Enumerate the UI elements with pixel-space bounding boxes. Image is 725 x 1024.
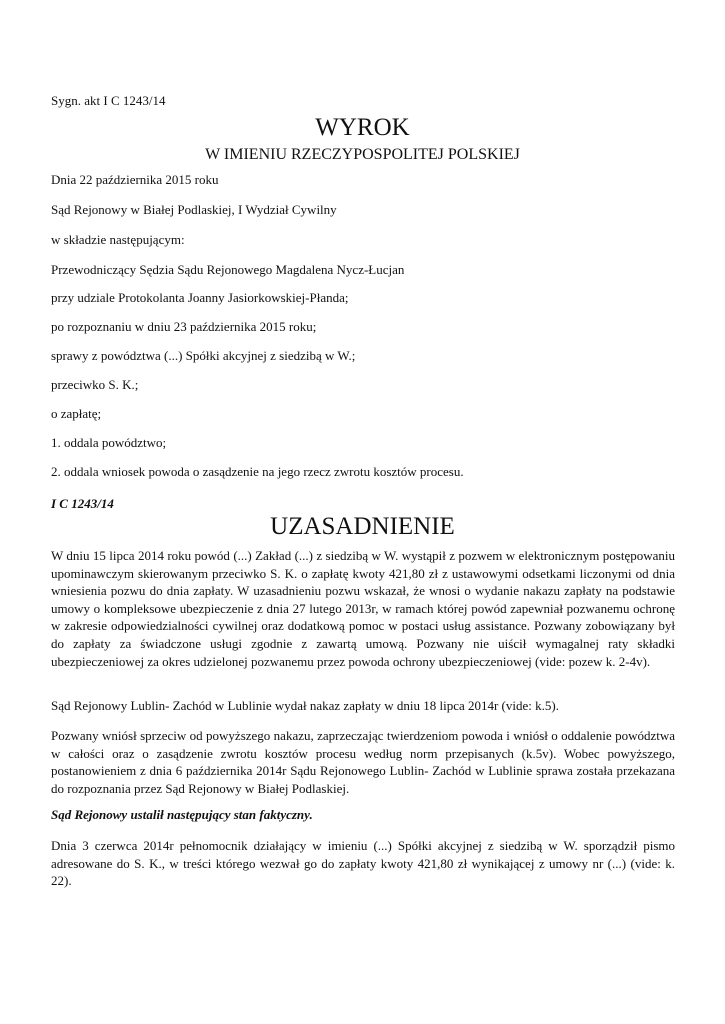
- presiding-judge: Przewodniczący Sędzia Sądu Rejonowego Magdalena Nycz-Łucjan: [51, 262, 405, 277]
- case-subject: o zapłatę;: [51, 406, 102, 421]
- judgment-date: Dnia 22 października 2015 roku: [51, 172, 219, 187]
- case-defendant: przeciwko S. K.;: [51, 377, 139, 392]
- hearing-date: po rozpoznaniu w dniu 23 października 2015 roku;: [51, 319, 317, 334]
- case-signature: Sygn. akt I C 1243/14: [51, 93, 166, 108]
- case-plaintiff: sprawy z powództwa (...) Spółki akcyjnej z siedzibą w W.;: [51, 348, 356, 363]
- composition-label: w składzie następującym:: [51, 232, 185, 247]
- justification-title: UZASADNIENIE: [270, 513, 455, 540]
- ruling-item-1: 1. oddala powództwo;: [51, 435, 167, 450]
- court-name: Sąd Rejonowy w Białej Podlaskiej, I Wydział Cywilny: [51, 202, 337, 217]
- justification-case-ref: I C 1243/14: [51, 496, 114, 511]
- justification-paragraph-3: Pozwany wniósł sprzeciw od powyższego nakazu, zaprzeczając twierdzeniom powoda i wniósł o oddalenie powództwa w całości oraz o zasądzenie zwrotu kosztów procesu według norm przepisanych (k.5v). Wobec powyższego, postanowieniem z dnia 6 października 2014r Sądu Rejonowego Lublin- Zachód w Lublinie sprawa została przekazana do rozpoznania przez Sąd Rejonowy w Białej Podlaskiej.: [51, 728, 675, 796]
- ruling-item-2: 2. oddala wniosek powoda o zasądzenie na jego rzecz zwrotu kosztów procesu.: [51, 464, 464, 479]
- justification-paragraph-1: W dniu 15 lipca 2014 roku powód (...) Zakład (...) z siedzibą w W. wystąpił z pozwem w elektronicznym postępowaniu upominawczym skierowanym przeciwko S. K. o zapłatę kwoty 421,80 zł z ustawowymi odsetkami liczonymi od dnia wniesienia pozwu do dnia zapłaty. W uzasadnieniu pozwu wskazał, że wnosi o wydanie nakazu zapłaty na podstawie umowy o kompleksowe ubezpieczenie z dnia 27 lutego 2013r, w ramach której powód zapewniał pozwanemu ochronę w zakresie odpowiedzialności cywilnej oraz dodatkową pomoc w postaci usług assistance. Pozwany zobowiązany był do zapłaty za świadczone usługi zgodnie z zawartą umową. Pozwany nie uiścił wymagalnej raty składki ubezpieczeniowej za okres udzielonej pozwanemu przez powoda ochrony ubezpieczeniowej (vide: pozew k. 2-4v).: [51, 548, 675, 669]
- court-clerk: przy udziale Protokolanta Joanny Jasiorkowskiej-Płanda;: [51, 290, 349, 305]
- justification-paragraph-4: Dnia 3 czerwca 2014r pełnomocnik działający w imieniu (...) Spółki akcyjnej z siedzibą w W. sporządził pismo adresowane do S. K., w treści którego wezwał go do zapłaty kwoty 421,80 zł wynikającej z umowy nr (...) (vide: k. 22).: [51, 838, 675, 889]
- justification-paragraph-2: Sąd Rejonowy Lublin- Zachód w Lublinie wydał nakaz zapłaty w dniu 18 lipca 2014r (vide: k.5).: [51, 698, 559, 713]
- document-title: WYROK: [315, 114, 410, 141]
- document-subtitle: W IMIENIU RZECZYPOSPOLITEJ POLSKIEJ: [205, 146, 520, 163]
- facts-heading: Sąd Rejonowy ustalił następujący stan faktyczny.: [51, 807, 313, 822]
